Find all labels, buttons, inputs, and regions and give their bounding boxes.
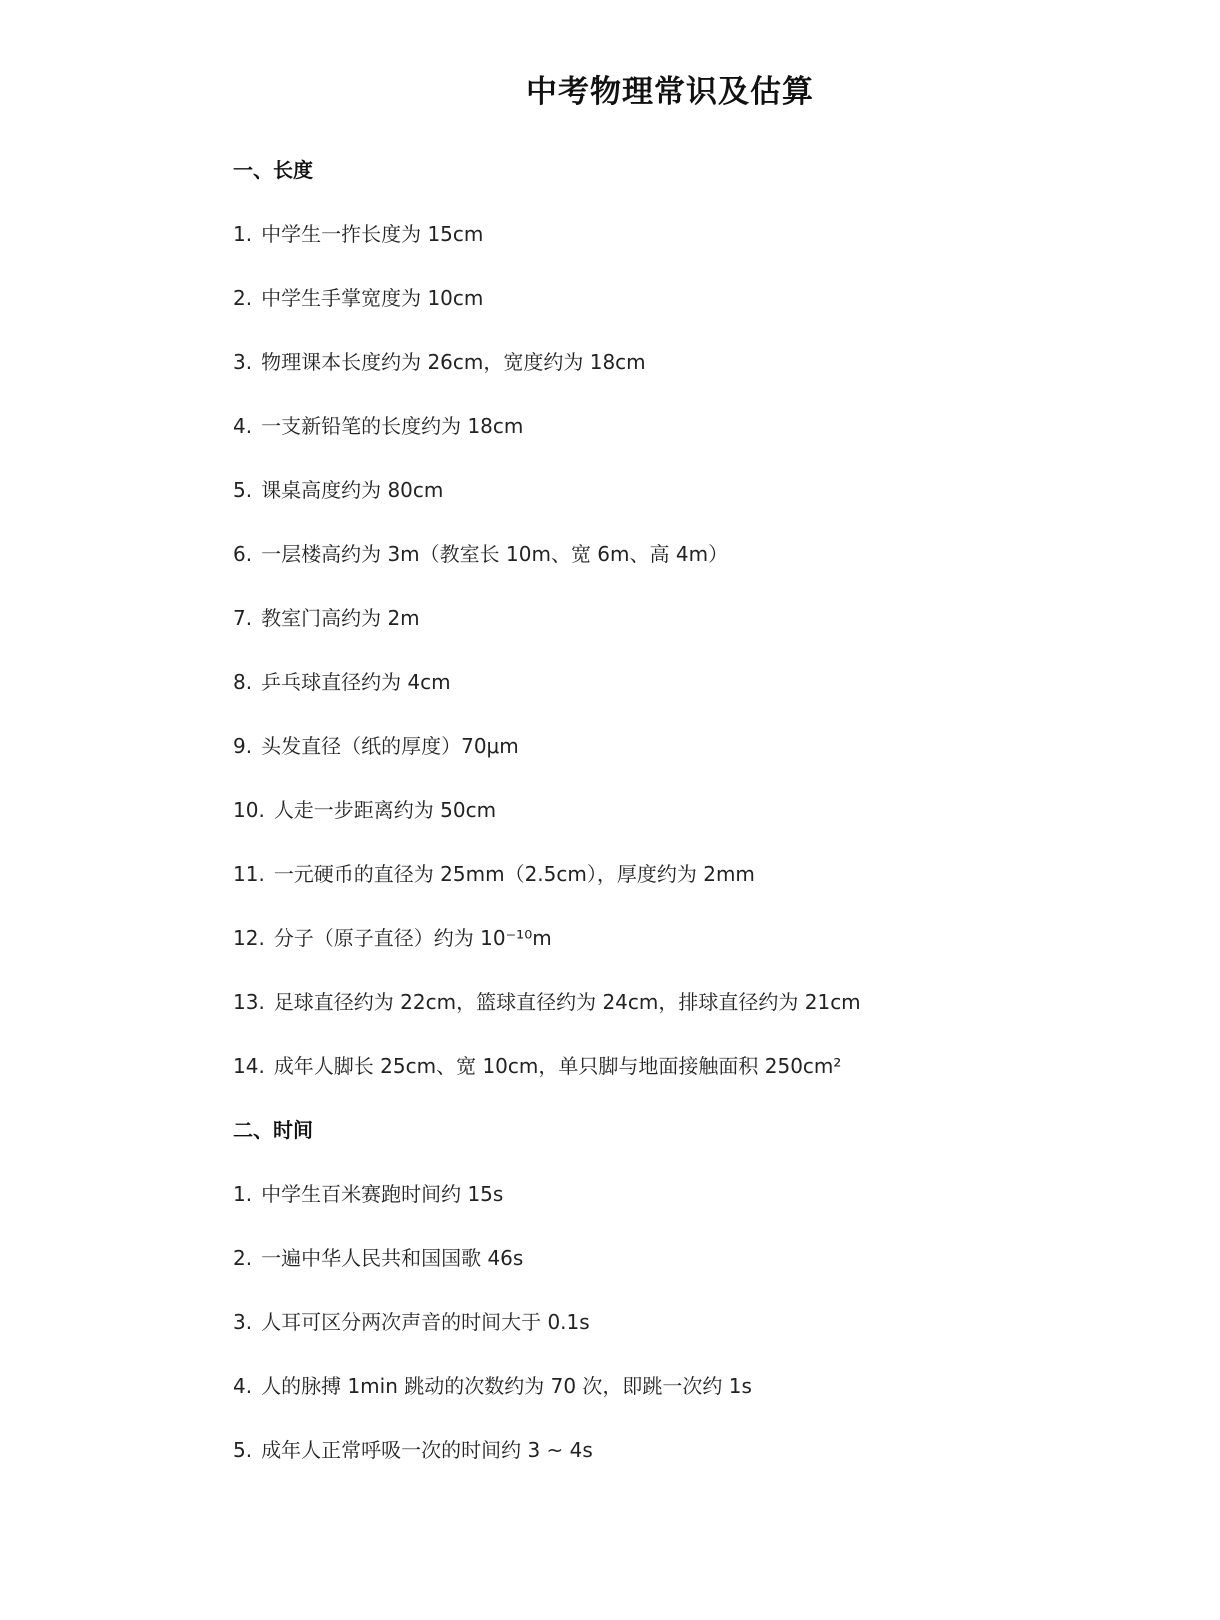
list-item	[233, 522, 1133, 586]
item-text: 一层楼高约为 3m（教室长 10m、宽 6m、高 4m）	[261, 542, 729, 566]
item-text: 人的脉搏 1min 跳动的次数约为 70 次，即跳一次约 1s	[261, 1374, 752, 1398]
item-number: 6.	[233, 542, 253, 566]
item-number: 14.	[233, 1054, 265, 1078]
list-item	[233, 1418, 1133, 1482]
list-item	[233, 714, 1133, 778]
list-item	[233, 970, 1133, 1034]
item-text: 一支新铅笔的长度约为 18cm	[261, 414, 524, 438]
item-text: 成年人脚长 25cm、宽 10cm，单只脚与地面接触面积 250cm²	[273, 1054, 842, 1078]
item-number: 13.	[233, 990, 265, 1014]
item-text: 足球直径约为 22cm，篮球直径约为 24cm，排球直径约为 21cm	[273, 990, 861, 1014]
list-item	[233, 586, 1133, 650]
document-title: 中考物理常识及估算	[526, 74, 814, 110]
list-item	[233, 1162, 1133, 1226]
item-text: 课桌高度约为 80cm	[261, 478, 444, 502]
item-number: 1.	[233, 1182, 253, 1206]
item-number: 10.	[233, 798, 265, 822]
section-heading-length: 一、长度	[233, 158, 313, 182]
item-text: 人走一步距离约为 50cm	[273, 798, 497, 822]
item-text: 教室门高约为 2m	[261, 606, 420, 630]
item-text: 乒乓球直径约为 4cm	[261, 670, 451, 694]
item-number: 4.	[233, 414, 253, 438]
item-number: 9.	[233, 734, 253, 758]
list-item	[233, 1226, 1133, 1290]
item-number: 2.	[233, 286, 253, 310]
item-number: 12.	[233, 926, 265, 950]
list-item	[233, 394, 1133, 458]
item-number: 11.	[233, 862, 265, 886]
list-item	[233, 458, 1133, 522]
item-number: 4.	[233, 1374, 253, 1398]
item-text: 一元硬币的直径为 25mm（2.5cm），厚度约为 2mm	[273, 862, 755, 886]
item-text: 分子（原子直径）约为 10⁻¹⁰m	[273, 926, 552, 950]
item-text: 头发直径（纸的厚度）70μm	[261, 734, 519, 758]
list-item	[233, 1034, 1133, 1098]
list-item	[233, 1290, 1133, 1354]
item-text: 物理课本长度约为 26cm，宽度约为 18cm	[261, 350, 646, 374]
item-number: 3.	[233, 1310, 253, 1334]
item-text: 人耳可区分两次声音的时间大于 0.1s	[261, 1310, 590, 1334]
list-item	[233, 842, 1133, 906]
section-heading-time: 二、时间	[233, 1118, 313, 1142]
item-text: 中学生百米赛跑时间约 15s	[261, 1182, 504, 1206]
item-text: 中学生一拃长度为 15cm	[261, 222, 484, 246]
list-item	[233, 906, 1133, 970]
list-item	[233, 202, 1133, 266]
list-item	[233, 266, 1133, 330]
list-item	[233, 1354, 1133, 1418]
item-number: 1.	[233, 222, 253, 246]
item-number: 3.	[233, 350, 253, 374]
list-item	[233, 650, 1133, 714]
item-number: 8.	[233, 670, 253, 694]
list-item	[233, 330, 1133, 394]
item-text: 一遍中华人民共和国国歌 46s	[261, 1246, 524, 1270]
document-body	[233, 138, 1133, 1482]
item-number: 5.	[233, 1438, 253, 1462]
item-number: 2.	[233, 1246, 253, 1270]
item-number: 5.	[233, 478, 253, 502]
item-number: 7.	[233, 606, 253, 630]
list-item	[233, 778, 1133, 842]
item-text: 中学生手掌宽度为 10cm	[261, 286, 484, 310]
item-text: 成年人正常呼吸一次的时间约 3 ~ 4s	[261, 1438, 593, 1462]
